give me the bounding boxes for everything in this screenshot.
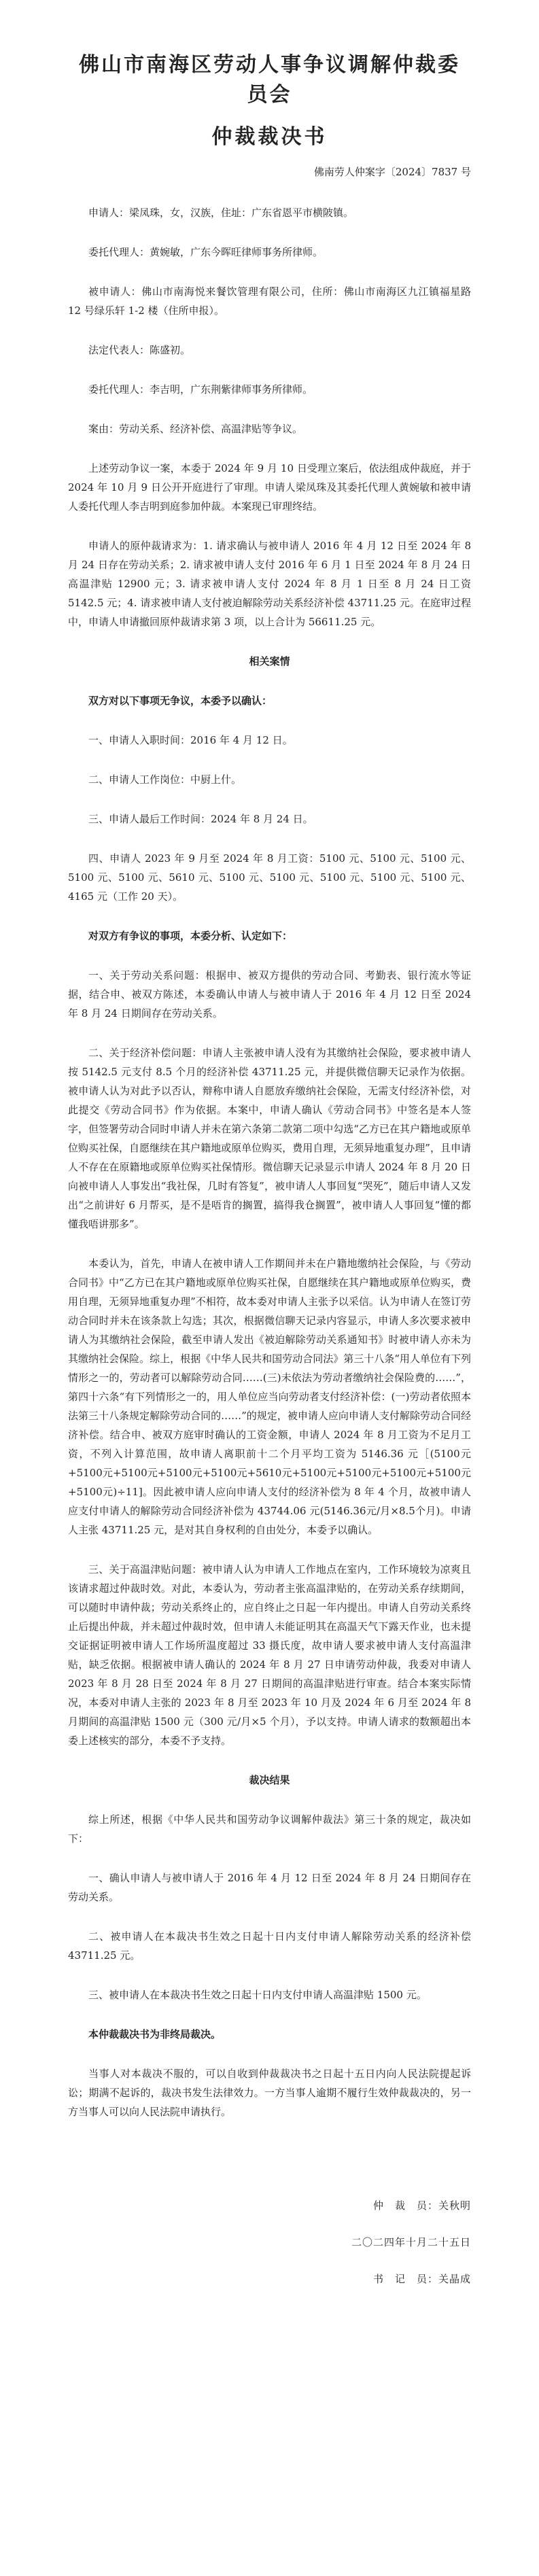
result-item: 一、确认申请人与被申请人于 2016 年 4 月 12 日至 2024 年 8 月 24 日期间存在劳动关系。 <box>68 1872 471 1903</box>
party-legal-representative: 法定代表人：陈盛初。 <box>88 344 191 356</box>
procedure-paragraph: 上述劳动争议一案，本委于 2024 年 9 月 10 日受理立案后，依法组成仲裁庭，并于 2024 年 10 月 9 日公开开庭进行了审理。申请人梁凤珠及其委托代理人黄婉敏和被申请人委托代理人李吉明到庭参加仲裁。本案现已审理终结。 <box>68 462 471 512</box>
arbitrator-signature: 仲 裁 员：关秋明 <box>372 2199 471 2212</box>
analysis-paragraph: 一、关于劳动关系问题：根据申、被双方提供的劳动合同、考勤表、银行流水等证据，结合申、被双方陈述，本委确认申请人与被申请人于 2016 年 4 月 12 日至 2024 年 8 月 24 日期间存在劳动关系。 <box>68 969 471 1020</box>
case-cause: 案由：劳动关系、经济补偿、高温津贴等争议。 <box>88 423 303 435</box>
result-item: 三、被申请人在本裁决书生效之日起十日内支付申请人高温津贴 1500 元。 <box>88 1989 427 2001</box>
undisputed-heading: 双方对以下事项无争议，本委予以确认： <box>88 695 273 707</box>
document-title: 仲裁裁决书 <box>211 125 328 149</box>
party-respondent-agent: 委托代理人：李吉明，广东荆紫律师事务所律师。 <box>88 383 313 396</box>
result-item: 二、被申请人在本裁决书生效之日起十日内支付申请人解除劳动关系的经济补偿 43711.25 元。 <box>68 1930 471 1962</box>
disputed-heading: 对双方有争议的事项，本委分析、认定如下： <box>88 930 293 942</box>
decision-date: 二〇二四年十月二十五日 <box>351 2236 471 2248</box>
analysis-paragraph: 本委认为，首先，申请人在被申请人工作期间并未在户籍地缴纳社会保险，与《劳动合同书》中“乙方已在其户籍地或原单位购买社保，自愿继续在其户籍地或原单位购买，费用自理，无须异地重复办理”不相符，故本委对申请人主张予以采信。认为申请人在签订劳动合同时并未在该条款上勾选；其次，根据微信聊天记录内容显示，申请人多次要求被申请人为其缴纳社会保险，截至申请人发出《被迫解除劳动关系通知书》时被申请人亦未为其缴纳社会保险。综上，根据《中华人民共和国劳动合同法》第三十八条“用人单位有下列情形之一的，劳动者可以解除劳动合同……(三)未依法为劳动者缴纳社会保险费的……”，第四十六条“有下列情形之一的，用人单位应当向劳动者支付经济补偿：(一)劳动者依照本法第三十八条规定解除劳动合同的……”的规定，被申请人应向申请人支付解除劳动合同经济补偿。结合申、被双方庭审时确认的工资金额，申请人 2024 年 8 月工资为不足月工资，不列入计算范围，故申请人离职前十二个月平均工资为 5146.36 元［(5100元+5100元+5100元+5100元+5100元+5610元+5100元+5100元+5100元+5100元+5100元)÷11]。因此被申请人应向申请人支付的经济补偿为 8 年 4 个月，故被申请人应支付申请人的解除劳动合同经济补偿为 43744.06 元(5146.36元/月×8.5个月)。申请人主张 43711.25 元，是对其自身权利的自由处分，本委予以确认。 <box>68 1257 471 1536</box>
section-heading-result: 裁决结果 <box>249 1774 290 1786</box>
party-applicant-agent: 委托代理人：黄婉敏，广东今晖旺律师事务所律师。 <box>88 246 324 258</box>
section-heading-related: 相关案情 <box>249 655 290 667</box>
result-intro: 综上所述，根据《中华人民共和国劳动争议调解仲裁法》第三十条的规定，裁决如下： <box>68 1813 471 1845</box>
undisputed-item: 三、申请人最后工作时间：2024 年 8 月 24 日。 <box>88 813 313 825</box>
analysis-paragraph: 三、关于高温津贴问题：被申请人认为申请人工作地点在室内，工作环境较为凉爽且该请求超过仲裁时效。对此，本委认为，劳动者主张高温津贴的，在劳动关系存续期间，可以随时申请仲裁；劳动关系终止的，应自终止之日起一年内提出。申请人自劳动关系终止后提出仲裁，并未超过仲裁时效，但申请人未能证明其在高温天气下露天作业，也未提交证据证明被申请人工作场所温度超过 33 摄氏度，故申请人要求被申请人支付高温津贴，缺乏依据。根据被申请人确认的 2024 年 8 月 27 日申请劳动仲裁，我委对申请人 2023 年 8 月 28 日至 2024 年 8 月 27 日期间的高温津贴进行审查。结合本案实际情况，本委对申请人主张的 2023 年 8 月至 2023 年 10 月及 2024 年 6 月至 2024 年 8 月期间的高温津贴 1500 元（300 元/月×5 个月），予以支持。申请人请求的数额超出本委上述核实的部分，本委不予支持。 <box>68 1563 471 1747</box>
non-final-heading: 本仲裁裁决书为非终局裁决。 <box>88 2028 222 2040</box>
issuing-organization: 佛山市南海区劳动人事争议调解仲裁委员会 <box>79 53 460 107</box>
undisputed-item: 二、申请人工作岗位：中厨上什。 <box>88 773 242 786</box>
claims-paragraph: 申请人的原仲裁请求为：1. 请求确认与被申请人 2016 年 4 月 12 日至 2024 年 8 月 24 日存在劳动关系；2. 请求被申请人支付 2016 年 6 月 1 日至 2024 年 8 月 24 日高温津贴 12900 元；3. 请求被申请人支付 2024 年 8 月 1 日至 8 月 24 日工资 5142.5 元；4. 请求被申请人支付被迫解除劳动关系经济补偿 43711.25 元。在庭审过程中，申请人申请撤回原仲裁请求第 3 项，以上合计为 56611.25 元。 <box>68 540 471 628</box>
analysis-paragraph: 二、关于经济补偿问题：申请人主张被申请人没有为其缴纳社会保险，要求被申请人按 5142.5 元支付 8.5 个月的经济补偿 43711.25 元，并提供微信聊天记录作为依据。被申请人认为对此予以否认，辩称申请人自愿放弃缴纳社会保险，无需支付经济补偿，对此提交《劳动合同书》作为依据。本案中，申请人确认《劳动合同书》中签名是本人签字，但签署劳动合同时申请人并未在第六条第二款第二项中勾选“乙方已在其户籍地或原单位购买社保，自愿继续在其户籍地或原单位购买，费用自理，无须异地重复办理”，且申请人不存在在原籍地或原单位购买社保情形。微信聊天记录显示申请人 2024 年 8 月 20 日向被申请人人事发出“我社保，几时有答复”，被申请人人事回复“哭死”，随后申请人又发出“之前讲好 6 月帮买，是不是唔肯的搁置，搞得我仓搁置”，被申请人人事回复“懂的都懂我唔讲那多”。 <box>68 1047 471 1230</box>
party-respondent: 被申请人：佛山市南海悦来餐饮管理有限公司，住所：佛山市南海区九江镇福星路 12 号绿乐轩 1-2 楼（住所申报）。 <box>68 285 471 317</box>
undisputed-item: 四、申请人 2023 年 9 月至 2024 年 8 月工资：5100 元、5100 元、5100 元、5100 元、5100 元、5610 元、5100 元、5100 元、5100 元、5100 元、5100 元、4165 元（工作 20 天）。 <box>68 852 471 903</box>
clerk-signature: 书 记 员：关晶成 <box>372 2273 471 2285</box>
undisputed-item: 一、申请人入职时间：2016 年 4 月 12 日。 <box>88 734 293 746</box>
party-applicant: 申请人：梁凤珠，女，汉族，住址：广东省恩平市横陂镇。 <box>88 207 354 219</box>
signature-block <box>68 2196 471 2288</box>
case-number: 佛南劳人仲案字〔2024〕7837 号 <box>313 166 471 178</box>
appeal-paragraph: 当事人对本裁决不服的，可以自收到仲裁裁决书之日起十五日内向人民法院提起诉讼；期满不起诉的，裁决书发生法律效力。一方当事人逾期不履行生效仲裁裁决的，另一方当事人可以向人民法院申请执行。 <box>68 2068 471 2118</box>
